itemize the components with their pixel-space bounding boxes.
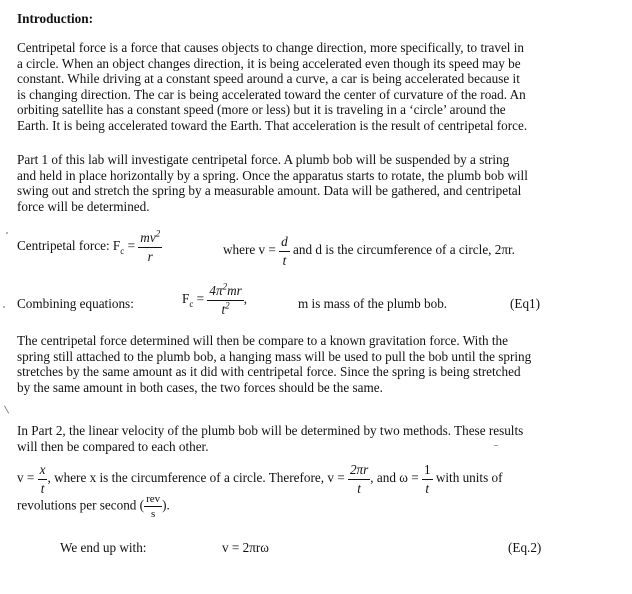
intro-line: a circle. When an object changes direction, it is being accelerated even though its speed may be — [17, 55, 521, 71]
v-label: v = — [17, 470, 35, 486]
velocity-equation — [17, 462, 503, 496]
scan-mark — [4, 405, 9, 413]
4pi2mr-over-t2-fraction — [207, 283, 243, 317]
part1-line: force will be determined. — [17, 198, 150, 214]
eq-equals: = — [193, 291, 205, 307]
compare-line: spring still attached to the plumb bob, a hanging mass will be used to pull the bob until the spring — [17, 348, 532, 364]
fraction-numerator: mv — [140, 230, 156, 245]
intro-paragraph — [17, 40, 617, 134]
centripetal-force-equation — [17, 230, 162, 264]
rev-over-s-fraction — [144, 493, 162, 520]
d-over-t-fraction — [279, 234, 290, 268]
x-over-t-fraction — [38, 462, 48, 496]
mv2-over-r-fraction — [138, 230, 162, 264]
fraction-numerator: 2πr — [348, 462, 370, 480]
revolutions-units — [17, 493, 170, 520]
velocity-definition — [223, 234, 515, 268]
fraction-denominator: r — [147, 248, 153, 264]
circumference-text: and d is the circumference of a circle, 2πr. — [293, 242, 515, 258]
part1-paragraph — [17, 152, 617, 214]
fraction-numerator: x — [38, 462, 48, 480]
intro-line: Earth. It is being accelerated toward the Earth. That acceleration is the result of centripetal force. — [17, 117, 528, 133]
equation-tag-eq1: (Eq1) — [510, 296, 541, 311]
eq-lhs: F — [182, 291, 190, 307]
rev-label: revolutions per second ( — [17, 497, 145, 513]
final-formula: v = 2πrω — [222, 540, 269, 555]
rev-close: ). — [162, 497, 170, 513]
fraction-numerator-post: mr — [227, 283, 242, 298]
equation-tag-eq2: (Eq.2) — [508, 540, 542, 555]
eq-label: Centripetal force: F — [17, 238, 121, 254]
compare-line: stretches by the same amount as it did with centripetal force. Since the spring is being stretched — [17, 364, 521, 380]
fraction-numerator: rev — [146, 493, 161, 505]
section-heading: Introduction: — [17, 11, 93, 26]
compare-line: The centripetal force determined will then be compare to a known gravitation force. With the — [17, 333, 509, 348]
intro-line: Centripetal force is a force that causes objects to change direction, more specifically, to travel in — [17, 40, 525, 55]
scan-speck — [494, 445, 498, 446]
part1-line: swing out and stretch the spring by a measurable amount. Data will be gathered, and centripetal — [17, 183, 522, 199]
part1-line: Part 1 of this lab will investigate centripetal force. A plumb bob will be suspended by a string — [17, 152, 510, 167]
part2-line: will then be compared to each other. — [17, 438, 209, 454]
fraction-exponent: 2 — [155, 228, 161, 239]
fraction-denominator: s — [150, 508, 156, 520]
fraction-numerator-exp: 2 — [222, 281, 228, 292]
final-label: We end up with: — [60, 540, 147, 555]
eq-equals: = — [124, 238, 135, 254]
fraction-denominator: t — [282, 252, 287, 268]
units-text: with units of — [435, 470, 503, 486]
eq-label-subscript: c — [120, 245, 125, 256]
and-omega-text: , and ω = — [370, 470, 419, 486]
scan-speck — [6, 232, 8, 234]
compare-line: by the same amount in both cases, the two forces should be the same. — [17, 379, 383, 395]
combined-equation — [182, 283, 247, 317]
fraction-denominator: t — [425, 480, 430, 496]
part1-line: and held in place horizontally by a spring. Once the apparatus starts to rotate, the plumb bob will — [17, 167, 528, 183]
fraction-denominator: t — [40, 480, 45, 496]
eq-comma: , — [243, 291, 248, 307]
circumference-mid-text: , where x is the circumference of a circle. Therefore, v = — [47, 470, 345, 486]
intro-line: orbiting satellite has a constant speed (more or less) but it is traveling in a ‘circle’ around the — [17, 102, 506, 118]
fraction-denominator: t — [221, 301, 226, 317]
scan-speck — [3, 306, 5, 308]
fraction-numerator: 1 — [422, 462, 433, 480]
fraction-denominator-exp: 2 — [225, 300, 230, 311]
intro-line: is changing direction. The car is being accelerated toward the center of curvature of the road. An — [17, 86, 526, 102]
fraction-numerator: d — [279, 234, 290, 252]
1-over-t-fraction — [422, 462, 433, 496]
fraction-numerator-pre: 4π — [209, 283, 223, 298]
part2-line: In Part 2, the linear velocity of the plumb bob will be determined by two methods. These results — [17, 423, 524, 438]
combining-label: Combining equations: — [17, 296, 134, 311]
eq-lhs-subscript: c — [189, 298, 194, 309]
part2-paragraph — [17, 423, 617, 454]
compare-paragraph — [17, 333, 617, 395]
intro-line: constant. While driving at a constant speed around a curve, a car is being accelerated because it — [17, 71, 520, 87]
2pir-over-t-fraction — [348, 462, 370, 496]
fraction-denominator: t — [357, 480, 361, 496]
where-text: where v = — [223, 242, 276, 258]
mass-description: m is mass of the plumb bob. — [298, 296, 448, 311]
